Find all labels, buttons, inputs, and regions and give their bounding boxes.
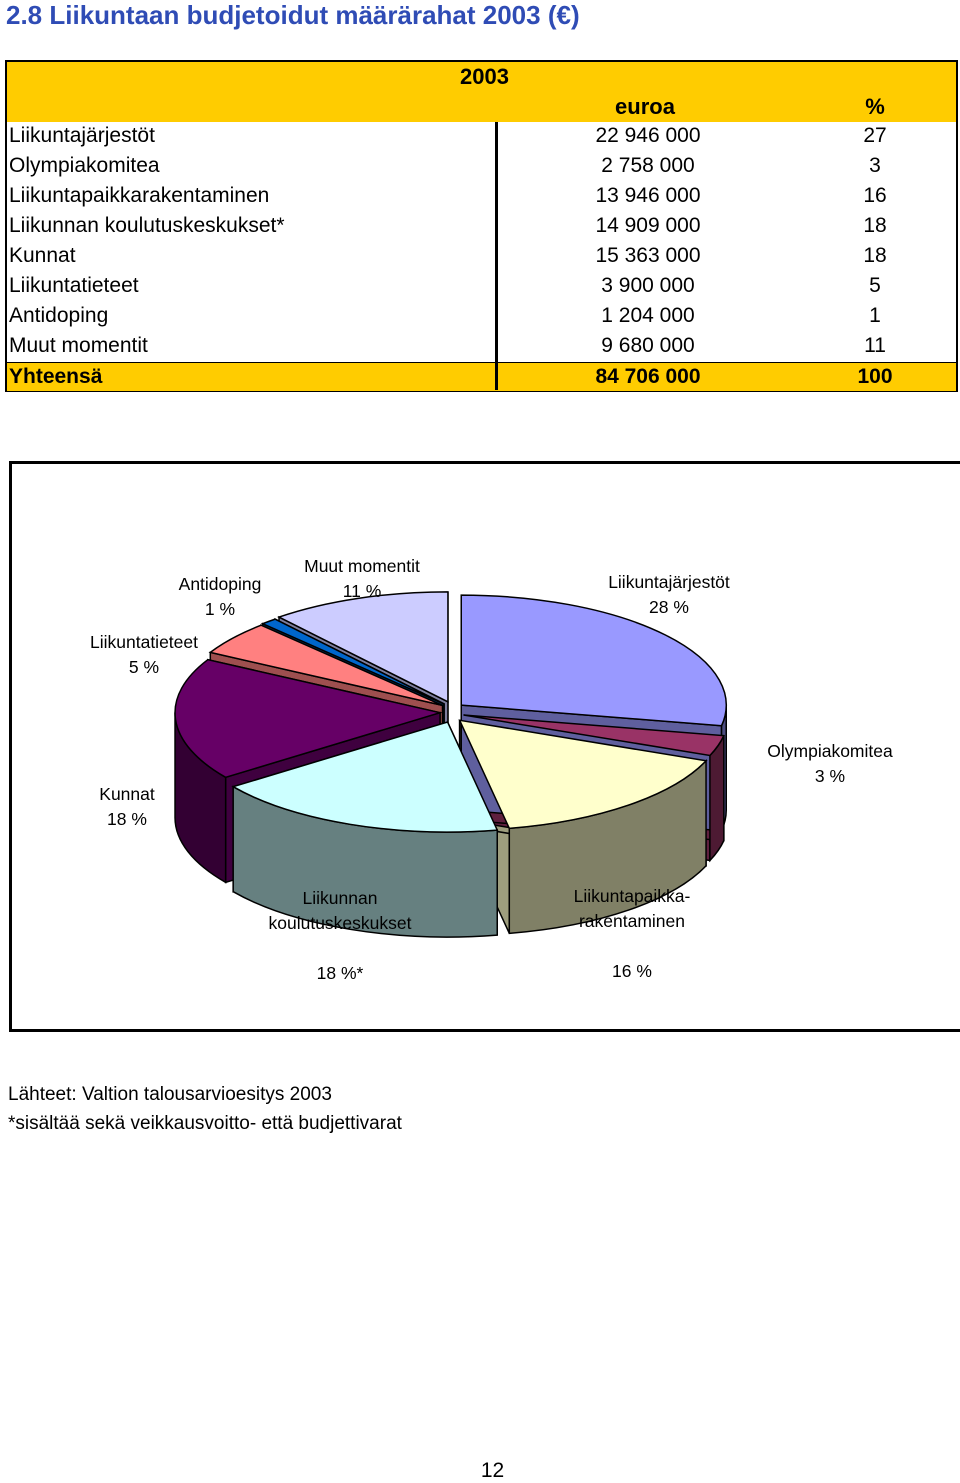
slice-label-value: 18 %* bbox=[316, 963, 364, 983]
slice-label-name: Liikuntatieteet bbox=[90, 632, 198, 652]
row-percent: 18 bbox=[863, 244, 887, 267]
pie-chart-frame bbox=[9, 461, 960, 1032]
table-column-divider bbox=[495, 122, 498, 390]
table-row bbox=[7, 152, 956, 182]
row-label: Liikuntajärjestöt bbox=[9, 124, 155, 147]
total-amount: 84 706 000 bbox=[595, 365, 701, 388]
row-percent: 11 bbox=[864, 334, 886, 357]
row-percent: 1 bbox=[869, 304, 881, 327]
slice-label-value: 18 % bbox=[107, 809, 147, 829]
row-amount: 15 363 000 bbox=[595, 244, 701, 267]
page-number: 12 bbox=[480, 1459, 505, 1482]
total-percent: 100 bbox=[857, 365, 893, 388]
row-amount: 2 758 000 bbox=[601, 154, 695, 177]
table-row bbox=[7, 212, 956, 242]
slice-label-name: Liikuntapaikka- rakentaminen bbox=[573, 886, 691, 931]
source-note: Lähteet: Valtion talousarvioesitys 2003 bbox=[8, 1084, 332, 1105]
row-label: Liikuntatieteet bbox=[9, 274, 139, 297]
pie-label-liikuntapaikkarakentaminen bbox=[552, 859, 712, 1009]
slice-label-name: Liikunnan koulutuskeskukset bbox=[268, 888, 412, 933]
pie-label-kunnat bbox=[77, 782, 177, 832]
budget-table bbox=[5, 60, 958, 392]
pie-label-antidoping bbox=[160, 572, 280, 622]
table-year-header: 2003 bbox=[460, 64, 509, 89]
row-label: Antidoping bbox=[9, 304, 109, 327]
row-label: Liikuntapaikkarakentaminen bbox=[9, 184, 270, 207]
row-label: Olympiakomitea bbox=[9, 154, 160, 177]
row-percent: 5 bbox=[869, 274, 881, 297]
table-total-row bbox=[7, 362, 956, 391]
slice-label-name: Antidoping bbox=[178, 574, 262, 594]
row-amount: 13 946 000 bbox=[595, 184, 701, 207]
table-row bbox=[7, 302, 956, 332]
slice-label-name: Liikuntajärjestöt bbox=[608, 572, 730, 592]
table-unit-amount: euroa bbox=[615, 94, 675, 119]
slice-label-value: 5 % bbox=[128, 657, 160, 677]
slice-label-value: 1 % bbox=[204, 599, 236, 619]
pie-label-liikuntatieteet bbox=[74, 630, 214, 680]
table-row bbox=[7, 272, 956, 302]
footnote: *sisältää sekä veikkausvoitto- että budjettivarat bbox=[8, 1113, 402, 1134]
slice-label-value: 3 % bbox=[814, 766, 846, 786]
pie-label-olympiakomitea bbox=[750, 739, 910, 789]
row-percent: 3 bbox=[869, 154, 881, 177]
table-unit-percent: % bbox=[865, 94, 885, 119]
slice-label-value: 28 % bbox=[649, 597, 689, 617]
slice-label-value: 16 % bbox=[612, 961, 652, 981]
row-amount: 3 900 000 bbox=[601, 274, 695, 297]
row-label: Muut momentit bbox=[9, 334, 148, 357]
pie-label-koulutuskeskukset bbox=[250, 861, 430, 1011]
table-row bbox=[7, 122, 956, 152]
table-row bbox=[7, 182, 956, 212]
row-percent: 18 bbox=[863, 214, 887, 237]
row-amount: 9 680 000 bbox=[601, 334, 695, 357]
row-label: Liikunnan koulutuskeskukset* bbox=[9, 214, 285, 237]
slice-label-name: Kunnat bbox=[99, 784, 155, 804]
page-title: 2.8 Liikuntaan budjetoidut määrärahat 2003 (€) bbox=[6, 0, 580, 30]
row-amount: 14 909 000 bbox=[595, 214, 701, 237]
slice-label-name: Muut momentit bbox=[304, 556, 420, 576]
row-amount: 1 204 000 bbox=[601, 304, 695, 327]
row-label: Kunnat bbox=[9, 244, 76, 267]
pie-label-liikuntajarjestot bbox=[594, 570, 744, 620]
pie-label-muut-momentit bbox=[287, 554, 437, 604]
slice-label-value: 11 % bbox=[342, 581, 382, 601]
row-percent: 27 bbox=[863, 124, 887, 147]
total-label: Yhteensä bbox=[9, 365, 103, 388]
table-row bbox=[7, 242, 956, 272]
table-row bbox=[7, 332, 956, 362]
slice-label-name: Olympiakomitea bbox=[767, 741, 893, 761]
row-amount: 22 946 000 bbox=[595, 124, 701, 147]
row-percent: 16 bbox=[863, 184, 887, 207]
